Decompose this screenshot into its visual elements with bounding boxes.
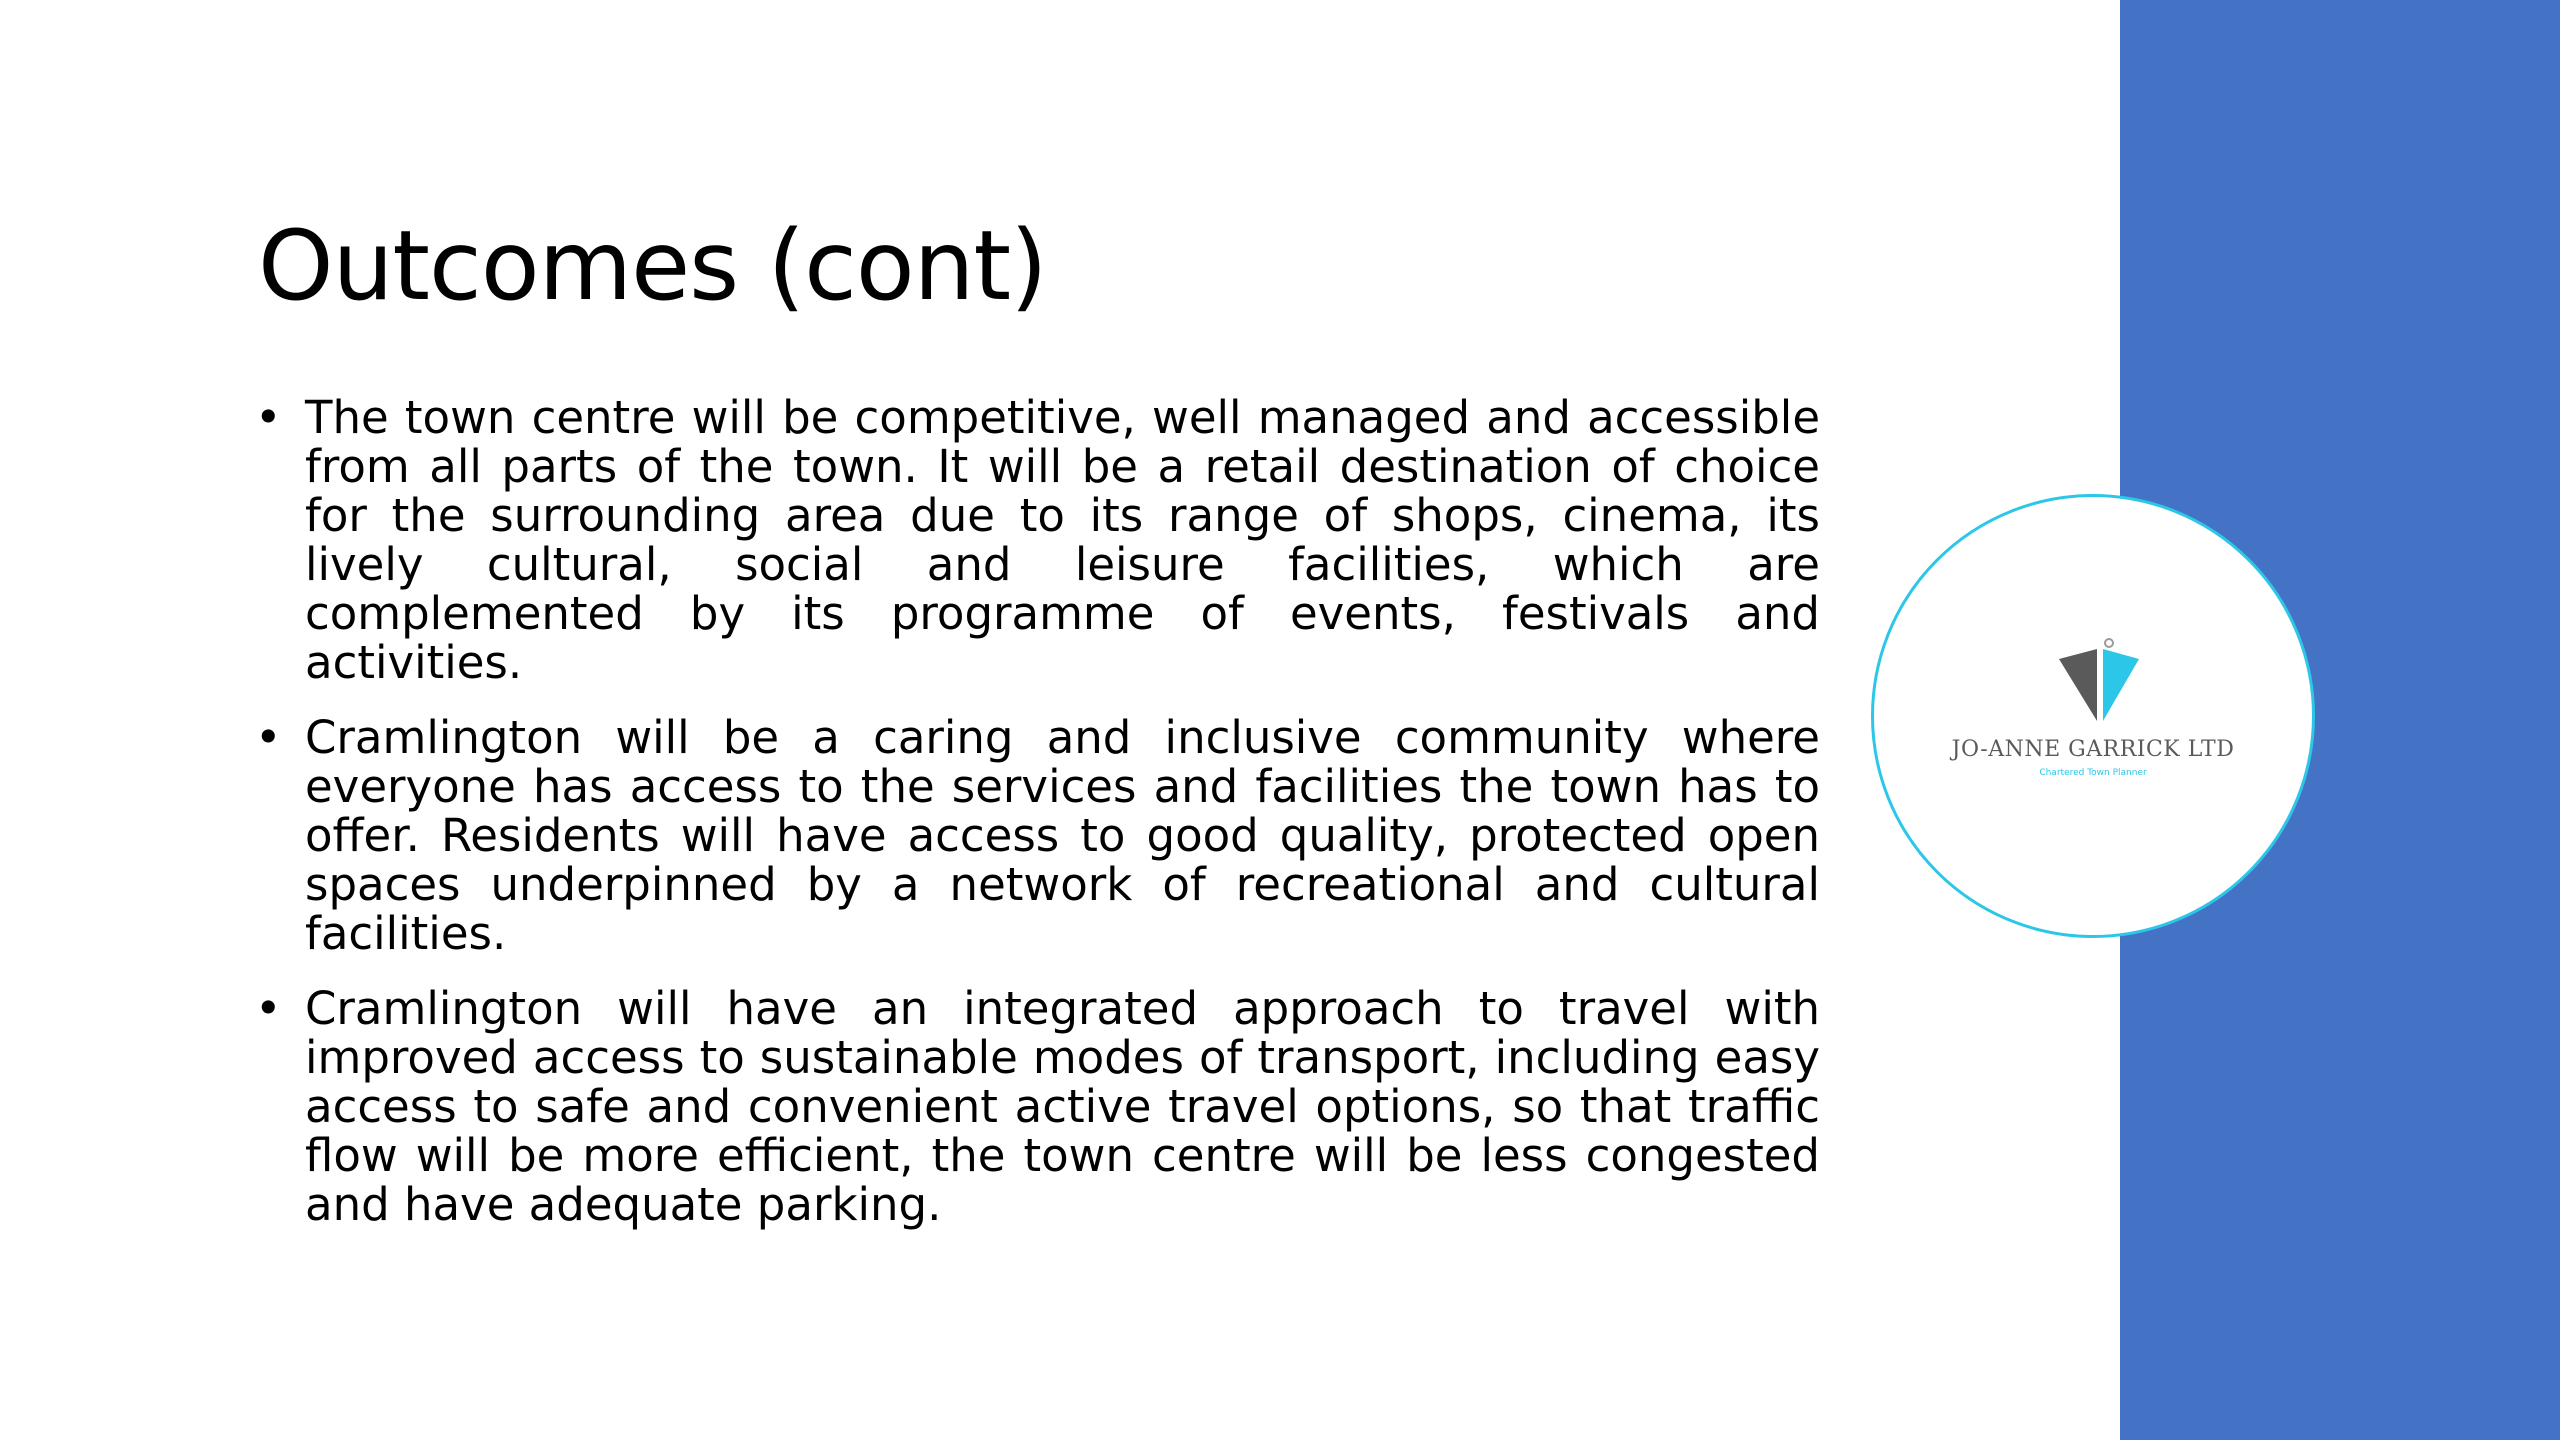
logo-badge: [1871, 494, 2315, 938]
bullet-marker: •: [255, 391, 282, 444]
bullet-item-3: [255, 982, 1820, 1231]
bullet-text-2: Cramlington will be a caring and inclusive community where everyone has access to the services and facilities the town has to offer. Residents will have access to good quality, protected open spaces underpinned by a network of recreational and cultural facilities.: [305, 711, 1820, 960]
bullet-item-1: [255, 391, 1820, 689]
logo-tagline: Chartered Town Planner: [2039, 768, 2147, 778]
bullet-item-2: [255, 711, 1820, 960]
slide-title: Outcomes (cont): [258, 210, 1047, 322]
logo-name: JO-ANNE GARRICK LTD: [1951, 737, 2235, 762]
bullet-list: [255, 391, 1820, 1255]
bullet-text-3: Cramlington will have an integrated approach to travel with improved access to sustainable modes of transport, including easy access to safe and convenient active travel options, so that traffic flow will be more efficient, the town centre will be less congested and have adequate parking.: [305, 982, 1820, 1231]
bullet-marker: •: [255, 982, 282, 1035]
diamond-logo-icon: [2047, 637, 2147, 727]
bullet-text-1: The town centre will be competitive, well managed and accessible from all parts of the town. It will be a retail destination of choice for the surrounding area due to its range of shops, cinema, its lively cultural, social and leisure facilities, which are complemented by its programme of events, festivals and activities.: [305, 391, 1820, 689]
bullet-marker: •: [255, 711, 282, 764]
